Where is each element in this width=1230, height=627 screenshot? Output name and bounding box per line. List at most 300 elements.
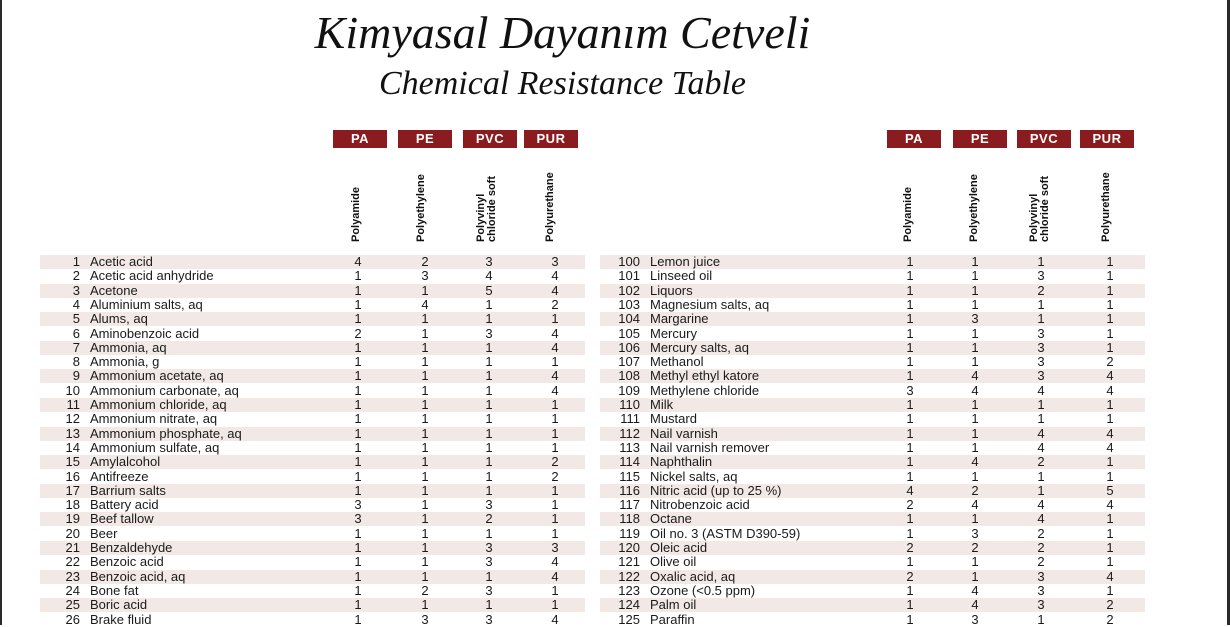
rating-pur: 1 xyxy=(1106,325,1114,341)
rating-pur: 4 xyxy=(551,268,559,284)
chemical-name: Acetone xyxy=(90,282,138,298)
chemical-name: Amylalcohol xyxy=(90,454,161,470)
rating-pvc: 3 xyxy=(1037,268,1045,284)
table-row xyxy=(40,284,585,298)
col-name-line: chloride soft xyxy=(1039,175,1051,242)
table-row xyxy=(40,298,585,312)
row-number: 114 xyxy=(619,454,640,470)
row-number: 1 xyxy=(72,254,80,269)
rating-pur: 1 xyxy=(551,397,559,412)
rating-pa: 3 xyxy=(354,497,362,513)
row-number: 119 xyxy=(619,525,640,541)
table-row xyxy=(600,584,1145,598)
title-english: Chemical Resistance Table xyxy=(378,65,747,102)
rating-pvc: 2 xyxy=(1037,454,1045,470)
rating-pvc: 4 xyxy=(1037,439,1045,455)
chemical-name: Methyl ethyl katore xyxy=(650,368,760,384)
chemical-name: Barrium salts xyxy=(90,482,166,498)
rating-pe: 1 xyxy=(971,554,979,570)
chemical-name: Benzoic acid, aq xyxy=(90,568,186,584)
rating-pvc: 1 xyxy=(485,339,493,355)
rating-pa: 3 xyxy=(354,511,362,527)
chemical-name: Antifreeze xyxy=(90,468,149,484)
rating-pur: 2 xyxy=(551,468,559,484)
rating-pvc: 3 xyxy=(1037,597,1045,613)
table-row xyxy=(600,255,1145,269)
rating-pur: 4 xyxy=(1106,368,1114,384)
rating-pur: 2 xyxy=(1106,597,1114,613)
rating-pvc: 3 xyxy=(485,254,493,269)
table-row xyxy=(600,512,1145,526)
table-row xyxy=(40,498,585,512)
rating-pur: 1 xyxy=(1106,411,1114,427)
rating-pvc: 1 xyxy=(485,368,493,384)
rating-pur: 1 xyxy=(1106,339,1114,355)
rating-pur: 2 xyxy=(551,296,559,312)
rating-pa: 1 xyxy=(354,397,362,412)
row-number: 21 xyxy=(65,540,80,555)
chemical-name: Benzoic acid xyxy=(90,554,164,570)
rating-pvc: 1 xyxy=(485,482,493,498)
rating-pa: 1 xyxy=(906,397,914,412)
rating-pvc: 1 xyxy=(485,597,493,613)
table-row xyxy=(40,613,585,627)
rating-pa: 1 xyxy=(906,439,914,455)
rating-pa: 1 xyxy=(906,339,914,355)
row-number: 4 xyxy=(72,296,80,312)
chemical-name: Ammonia, aq xyxy=(90,339,167,355)
rating-pa: 1 xyxy=(906,525,914,541)
left-col-head-pe: PE xyxy=(398,130,452,148)
chemical-name: Ammonium carbonate, aq xyxy=(90,382,239,398)
row-number: 3 xyxy=(72,282,80,298)
row-number: 107 xyxy=(618,354,640,370)
rating-pur: 5 xyxy=(1106,482,1114,498)
rating-pa: 1 xyxy=(906,282,914,298)
row-number: 100 xyxy=(618,254,640,269)
row-number: 17 xyxy=(65,482,80,498)
chemical-name: Aminobenzoic acid xyxy=(90,325,200,341)
row-number: 125 xyxy=(618,611,640,627)
rating-pa: 1 xyxy=(906,296,914,312)
rating-pvc: 3 xyxy=(1037,325,1045,341)
rating-pvc: 2 xyxy=(1037,554,1045,570)
table-row xyxy=(40,598,585,612)
rating-pe: 1 xyxy=(971,268,979,284)
row-number: 105 xyxy=(618,325,640,341)
rating-pur: 1 xyxy=(551,411,559,427)
chemical-name: Ammonium chloride, aq xyxy=(90,397,227,412)
rating-pvc: 1 xyxy=(1037,296,1045,312)
table-row xyxy=(600,541,1145,555)
row-number: 108 xyxy=(618,368,640,384)
rating-pvc: 4 xyxy=(1037,511,1045,527)
rating-pur: 1 xyxy=(551,482,559,498)
rating-pur: 1 xyxy=(1106,254,1114,269)
rating-pa: 1 xyxy=(906,425,914,441)
col-name-line: chloride soft xyxy=(486,175,498,242)
chemical-name: Naphthalin xyxy=(650,454,713,470)
rating-pe: 1 xyxy=(971,354,979,370)
rating-pe: 1 xyxy=(421,311,429,327)
row-number: 116 xyxy=(619,482,640,498)
row-number: 115 xyxy=(619,468,640,484)
rating-pe: 1 xyxy=(971,568,979,584)
rating-pe: 4 xyxy=(971,454,979,470)
table-row xyxy=(600,484,1145,498)
rating-pur: 1 xyxy=(551,525,559,541)
table-row xyxy=(600,341,1145,355)
rating-pur: 1 xyxy=(1106,311,1114,327)
rating-pe: 1 xyxy=(421,382,429,398)
rating-pur: 4 xyxy=(551,382,559,398)
rating-pa: 1 xyxy=(354,454,362,470)
table-row xyxy=(600,498,1145,512)
rating-pur: 4 xyxy=(551,368,559,384)
row-number: 25 xyxy=(65,597,80,613)
rating-pa: 1 xyxy=(906,454,914,470)
row-number: 109 xyxy=(618,382,640,398)
chemical-name: Methanol xyxy=(650,354,704,370)
rating-pur: 3 xyxy=(551,254,559,269)
rating-pur: 1 xyxy=(551,582,559,598)
rating-pur: 2 xyxy=(1106,354,1114,370)
table-row xyxy=(600,427,1145,441)
table-row xyxy=(40,584,585,598)
rating-pe: 4 xyxy=(421,296,429,312)
table-row xyxy=(40,355,585,369)
rating-pvc: 5 xyxy=(485,282,493,298)
chemical-name: Magnesium salts, aq xyxy=(650,296,770,312)
rating-pa: 1 xyxy=(354,468,362,484)
chemical-name: Margarine xyxy=(650,311,709,327)
table-row xyxy=(600,455,1145,469)
rating-pe: 3 xyxy=(421,611,429,627)
chemical-name: Olive oil xyxy=(650,554,697,570)
table-row xyxy=(40,555,585,569)
table-row xyxy=(40,327,585,341)
row-number: 103 xyxy=(618,296,640,312)
rating-pa: 1 xyxy=(354,425,362,441)
rating-pe: 1 xyxy=(421,525,429,541)
chemical-name: Beer xyxy=(90,525,118,541)
col-name-line: Polyamide xyxy=(350,186,362,242)
rating-pa: 1 xyxy=(906,468,914,484)
row-number: 18 xyxy=(65,497,80,513)
rating-pe: 1 xyxy=(971,411,979,427)
rating-pe: 1 xyxy=(421,482,429,498)
rating-pe: 4 xyxy=(971,497,979,513)
rating-pe: 1 xyxy=(421,425,429,441)
rating-pe: 1 xyxy=(421,439,429,455)
row-number: 22 xyxy=(65,554,80,570)
rating-pvc: 1 xyxy=(485,525,493,541)
chemical-name: Aluminium salts, aq xyxy=(90,296,203,312)
rating-pe: 2 xyxy=(971,482,979,498)
rating-pur: 1 xyxy=(551,497,559,513)
row-number: 102 xyxy=(618,282,640,298)
row-number: 112 xyxy=(619,425,640,441)
row-number: 11 xyxy=(66,397,80,412)
table-row xyxy=(600,269,1145,283)
left-col-head-pur: PUR xyxy=(524,130,578,148)
rating-pe: 1 xyxy=(421,540,429,555)
rating-pur: 1 xyxy=(551,439,559,455)
col-name-line: Polyethylene xyxy=(415,174,427,242)
table-row xyxy=(600,441,1145,455)
row-number: 19 xyxy=(65,511,80,527)
rating-pe: 1 xyxy=(421,511,429,527)
chemical-name: Palm oil xyxy=(650,597,697,613)
row-number: 118 xyxy=(619,511,640,527)
rating-pvc: 3 xyxy=(1037,354,1045,370)
rating-pvc: 2 xyxy=(485,511,493,527)
rating-pvc: 1 xyxy=(485,439,493,455)
table-row xyxy=(600,355,1145,369)
table-row xyxy=(40,255,585,269)
rating-pvc: 1 xyxy=(485,411,493,427)
table-row xyxy=(600,555,1145,569)
row-number: 8 xyxy=(72,354,80,370)
table-row xyxy=(40,484,585,498)
table-row xyxy=(600,527,1145,541)
row-number: 13 xyxy=(65,425,80,441)
table-row xyxy=(40,312,585,326)
table-row xyxy=(40,512,585,526)
chemical-name: Beef tallow xyxy=(90,511,154,527)
right-col-head-pvc: PVC xyxy=(1017,130,1071,148)
rating-pur: 1 xyxy=(1106,554,1114,570)
rating-pe: 1 xyxy=(421,397,429,412)
rating-pvc: 1 xyxy=(485,468,493,484)
rating-pur: 4 xyxy=(551,568,559,584)
row-number: 123 xyxy=(618,582,640,598)
col-name-line: Polyurethane xyxy=(1100,172,1112,242)
chemical-name: Ozone (<0.5 ppm) xyxy=(650,582,756,598)
rating-pa: 1 xyxy=(906,597,914,613)
rating-pe: 2 xyxy=(421,582,429,598)
rating-pa: 2 xyxy=(906,568,914,584)
row-number: 122 xyxy=(618,568,640,584)
rating-pvc: 3 xyxy=(485,540,493,555)
rating-pe: 1 xyxy=(421,597,429,613)
table-row xyxy=(600,384,1145,398)
col-name-line: Polyvinyl xyxy=(1028,193,1040,242)
chemical-name: Nail varnish xyxy=(650,425,718,441)
rating-pvc: 1 xyxy=(485,425,493,441)
rating-pa: 1 xyxy=(354,354,362,370)
row-number: 9 xyxy=(72,368,80,384)
table-row xyxy=(40,527,585,541)
left-col-head-pa: PA xyxy=(333,130,387,148)
chemical-name: Alums, aq xyxy=(90,311,148,327)
rating-pur: 4 xyxy=(551,282,559,298)
row-number: 101 xyxy=(618,268,640,284)
table-row xyxy=(600,369,1145,383)
rating-pvc: 1 xyxy=(1037,468,1045,484)
rating-pe: 1 xyxy=(971,511,979,527)
rating-pvc: 2 xyxy=(1037,282,1045,298)
rating-pe: 4 xyxy=(971,597,979,613)
rating-pvc: 1 xyxy=(485,454,493,470)
chemical-name: Octane xyxy=(650,511,692,527)
row-number: 24 xyxy=(65,582,80,598)
rating-pe: 1 xyxy=(971,439,979,455)
rating-pvc: 3 xyxy=(485,611,493,627)
rating-pur: 1 xyxy=(1106,268,1114,284)
row-number: 121 xyxy=(618,554,640,570)
table-row xyxy=(600,398,1145,412)
rating-pe: 1 xyxy=(421,282,429,298)
rating-pe: 1 xyxy=(971,254,979,269)
rating-pa: 1 xyxy=(354,482,362,498)
rating-pa: 1 xyxy=(354,439,362,455)
chemical-name: Ammonia, g xyxy=(90,354,160,370)
rating-pur: 1 xyxy=(1106,282,1114,298)
rating-pur: 1 xyxy=(551,354,559,370)
rating-pur: 1 xyxy=(1106,511,1114,527)
rating-pa: 1 xyxy=(354,582,362,598)
rating-pur: 1 xyxy=(1106,540,1114,555)
rating-pe: 3 xyxy=(971,311,979,327)
rating-pa: 1 xyxy=(354,311,362,327)
chemical-name: Methylene chloride xyxy=(650,382,760,398)
chemical-name: Oil no. 3 (ASTM D390-59) xyxy=(650,525,801,541)
chemical-name: Nail varnish remover xyxy=(650,439,770,455)
rating-pa: 2 xyxy=(354,325,362,341)
table-row xyxy=(40,369,585,383)
rating-pur: 3 xyxy=(551,540,559,555)
rating-pur: 1 xyxy=(551,597,559,613)
rating-pe: 1 xyxy=(971,468,979,484)
rating-pvc: 2 xyxy=(1037,540,1045,555)
chemical-name: Brake fluid xyxy=(90,611,152,627)
rating-pvc: 3 xyxy=(1037,339,1045,355)
rating-pvc: 1 xyxy=(485,296,493,312)
col-name-line: Polyethylene xyxy=(968,174,980,242)
right-col-head-pur: PUR xyxy=(1080,130,1134,148)
row-number: 111 xyxy=(620,411,640,427)
rating-pa: 1 xyxy=(906,368,914,384)
table-row xyxy=(40,341,585,355)
chemical-name: Benzaldehyde xyxy=(90,540,173,555)
rating-pe: 2 xyxy=(421,254,429,269)
rating-pur: 1 xyxy=(551,311,559,327)
chemical-name: Mercury salts, aq xyxy=(650,339,749,355)
chemical-name: Nitrobenzoic acid xyxy=(650,497,750,513)
chemical-name: Battery acid xyxy=(90,497,159,513)
rating-pe: 4 xyxy=(971,368,979,384)
chemical-name: Nickel salts, aq xyxy=(650,468,738,484)
table-row xyxy=(40,455,585,469)
row-number: 26 xyxy=(65,611,80,627)
table-row xyxy=(600,613,1145,627)
rating-pvc: 3 xyxy=(485,582,493,598)
chemical-name: Milk xyxy=(650,397,674,412)
rating-pa: 2 xyxy=(906,540,914,555)
row-number: 20 xyxy=(65,525,80,541)
row-number: 6 xyxy=(72,325,80,341)
rating-pur: 2 xyxy=(551,454,559,470)
rating-pur: 4 xyxy=(551,554,559,570)
row-number: 124 xyxy=(618,597,640,613)
rating-pur: 4 xyxy=(1106,439,1114,455)
col-name-line: Polyurethane xyxy=(544,172,556,242)
rating-pvc: 1 xyxy=(1037,311,1045,327)
chemical-name: Nitric acid (up to 25 %) xyxy=(650,482,782,498)
rating-pe: 1 xyxy=(421,354,429,370)
rating-pa: 1 xyxy=(354,339,362,355)
chemical-name: Boric acid xyxy=(90,597,148,613)
chemical-name: Liquors xyxy=(650,282,693,298)
rating-pa: 1 xyxy=(354,268,362,284)
rating-pe: 1 xyxy=(421,554,429,570)
chemical-name: Oxalic acid, aq xyxy=(650,568,736,584)
rating-pe: 1 xyxy=(971,282,979,298)
rating-pa: 1 xyxy=(906,354,914,370)
chemical-name: Ammonium sulfate, aq xyxy=(90,439,220,455)
table-row xyxy=(40,427,585,441)
right-col-head-pe: PE xyxy=(953,130,1007,148)
rating-pvc: 1 xyxy=(485,397,493,412)
rating-pvc: 1 xyxy=(1037,611,1045,627)
row-number: 117 xyxy=(619,497,640,513)
rating-pe: 1 xyxy=(421,497,429,513)
rating-pvc: 1 xyxy=(1037,411,1045,427)
rating-pe: 1 xyxy=(421,411,429,427)
right-col-head-pa: PA xyxy=(887,130,941,148)
row-number: 15 xyxy=(65,454,80,470)
rating-pe: 3 xyxy=(971,525,979,541)
row-number: 110 xyxy=(619,397,640,412)
rating-pvc: 3 xyxy=(485,554,493,570)
rating-pur: 1 xyxy=(551,425,559,441)
rating-pa: 1 xyxy=(906,511,914,527)
rating-pa: 4 xyxy=(906,482,914,498)
rating-pvc: 3 xyxy=(1037,582,1045,598)
rating-pa: 1 xyxy=(354,368,362,384)
rating-pvc: 1 xyxy=(485,568,493,584)
rating-pur: 1 xyxy=(1106,525,1114,541)
rating-pa: 1 xyxy=(906,582,914,598)
row-number: 104 xyxy=(618,311,640,327)
table-row xyxy=(600,327,1145,341)
rating-pur: 4 xyxy=(551,339,559,355)
table-row xyxy=(600,570,1145,584)
rating-pvc: 1 xyxy=(1037,254,1045,269)
rating-pvc: 1 xyxy=(485,311,493,327)
chemical-name: Acetic acid anhydride xyxy=(90,268,214,284)
table-row xyxy=(600,412,1145,426)
rating-pvc: 3 xyxy=(1037,368,1045,384)
col-name-line: Polyvinyl xyxy=(475,193,487,242)
table-row xyxy=(40,570,585,584)
table-row xyxy=(600,298,1145,312)
rating-pvc: 3 xyxy=(485,325,493,341)
chemical-name: Mercury xyxy=(650,325,697,341)
table-row xyxy=(40,470,585,484)
rating-pvc: 4 xyxy=(1037,382,1045,398)
rating-pa: 1 xyxy=(354,597,362,613)
rating-pa: 1 xyxy=(906,411,914,427)
rating-pur: 1 xyxy=(1106,468,1114,484)
rating-pe: 2 xyxy=(971,540,979,555)
row-number: 113 xyxy=(619,439,640,455)
row-number: 5 xyxy=(72,311,80,327)
rating-pe: 1 xyxy=(971,296,979,312)
rating-pa: 1 xyxy=(906,254,914,269)
rating-pur: 4 xyxy=(1106,382,1114,398)
